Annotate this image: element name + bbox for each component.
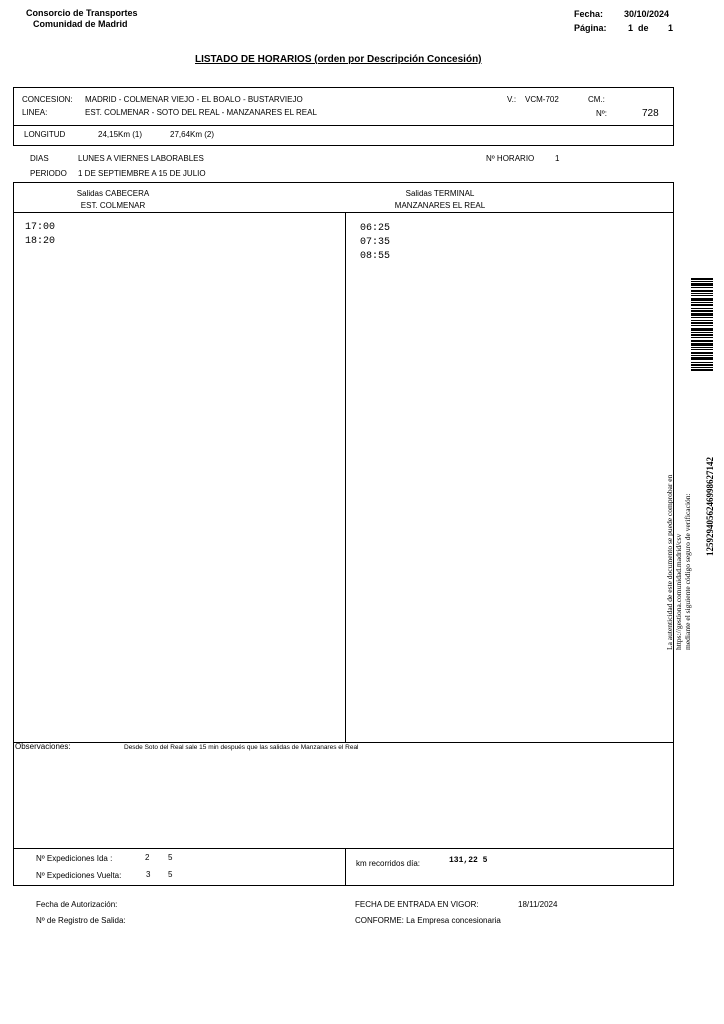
ida-count-a: 2	[145, 853, 150, 862]
org-name-line1: Consorcio de Transportes	[26, 8, 138, 18]
time-cell: 06:25	[360, 223, 391, 234]
ida-count-b: 5	[168, 853, 173, 862]
observations-divider	[13, 742, 674, 743]
time-cell: 07:35	[360, 237, 391, 248]
barcode-image	[691, 278, 713, 388]
horario-value: 1	[555, 154, 560, 163]
cabecera-times	[25, 221, 55, 249]
verification-line2: https://gestiona.comunidad.madrid/csv	[674, 533, 683, 650]
periodo-value: 1 DE SEPTIEMBRE A 15 DE JULIO	[78, 169, 206, 178]
verification-text	[665, 230, 692, 650]
pagina-label: Página:	[574, 23, 607, 33]
num-label: Nº:	[596, 109, 607, 118]
vuelta-label: Nº Expediciones Vuelta:	[36, 871, 122, 880]
schedule-table	[13, 182, 674, 886]
ida-label: Nº Expediciones Ida :	[36, 854, 113, 863]
time-cell: 17:00	[25, 222, 56, 233]
org-name-line2: Comunidad de Madrid	[33, 19, 128, 29]
verification-line3: mediante el siguiente código seguro de verificación:	[683, 493, 692, 650]
pagina-total: 1	[668, 23, 674, 33]
table-header-divider	[13, 212, 674, 213]
num-value: 728	[642, 108, 659, 119]
longitud-2: 27,64Km (2)	[170, 130, 215, 139]
concession-divider	[13, 125, 674, 126]
pagina-num: 1	[628, 23, 634, 33]
observations-text: Desde Soto del Real sale 15 min después que las salidas de Manzanares el Real	[124, 744, 359, 751]
cm-label: CM.:	[588, 95, 605, 104]
v-label: V.:	[507, 95, 517, 104]
horario-label: Nº HORARIO	[486, 154, 535, 163]
vuelta-count-a: 3	[146, 870, 151, 879]
page-title: LISTADO DE HORARIOS (orden por Descripción Concesión)	[195, 54, 482, 65]
conforme-label: CONFORME: La Empresa concesionaria	[355, 916, 501, 925]
concesion-label: CONCESION:	[22, 95, 73, 104]
longitud-label: LONGITUD	[24, 130, 66, 139]
fecha-value: 30/10/2024	[624, 9, 670, 19]
terminal-subtitle: MANZANARES EL REAL	[394, 201, 486, 210]
autorizacion-label: Fecha de Autorización:	[36, 900, 118, 909]
time-cell: 08:55	[360, 251, 391, 262]
column-divider	[345, 212, 346, 742]
expeditions-divider	[13, 848, 674, 849]
concesion-value: MADRID - COLMENAR VIEJO - EL BOALO - BUSTARVIEJO	[85, 95, 303, 104]
observations-label: Observaciones:	[15, 742, 71, 751]
entrada-value: 18/11/2024	[518, 900, 558, 909]
km-label: km recorridos día:	[356, 859, 421, 868]
dias-value: LUNES A VIERNES LABORABLES	[78, 154, 204, 163]
vuelta-count-b: 5	[168, 870, 173, 879]
cabecera-title: Salidas CABECERA	[76, 189, 150, 198]
terminal-title: Salidas TERMINAL	[405, 189, 475, 198]
time-cell: 18:20	[25, 236, 56, 247]
linea-label: LINEA:	[22, 108, 48, 117]
km-value: 131,22 5	[449, 856, 488, 865]
dias-label: DIAS	[30, 154, 49, 163]
expeditions-column-divider	[345, 848, 346, 886]
pagina-de: de	[638, 23, 649, 33]
registro-label: Nº de Registro de Salida:	[36, 916, 126, 925]
v-value: VCM-702	[525, 95, 559, 104]
entrada-label: FECHA DE ENTRADA EN VIGOR:	[355, 900, 479, 909]
cabecera-subtitle: EST. COLMENAR	[80, 201, 146, 210]
fecha-label: Fecha:	[574, 9, 604, 19]
terminal-times	[360, 222, 390, 264]
periodo-label: PERIODO	[30, 169, 67, 178]
linea-value: EST. COLMENAR - SOTO DEL REAL - MANZANARES EL REAL	[85, 108, 317, 117]
longitud-1: 24,15Km (1)	[98, 130, 143, 139]
verification-code: 1259294056246998627142	[705, 457, 715, 556]
verification-line1: La autenticidad de este documento se puede comprobar en	[665, 474, 674, 650]
